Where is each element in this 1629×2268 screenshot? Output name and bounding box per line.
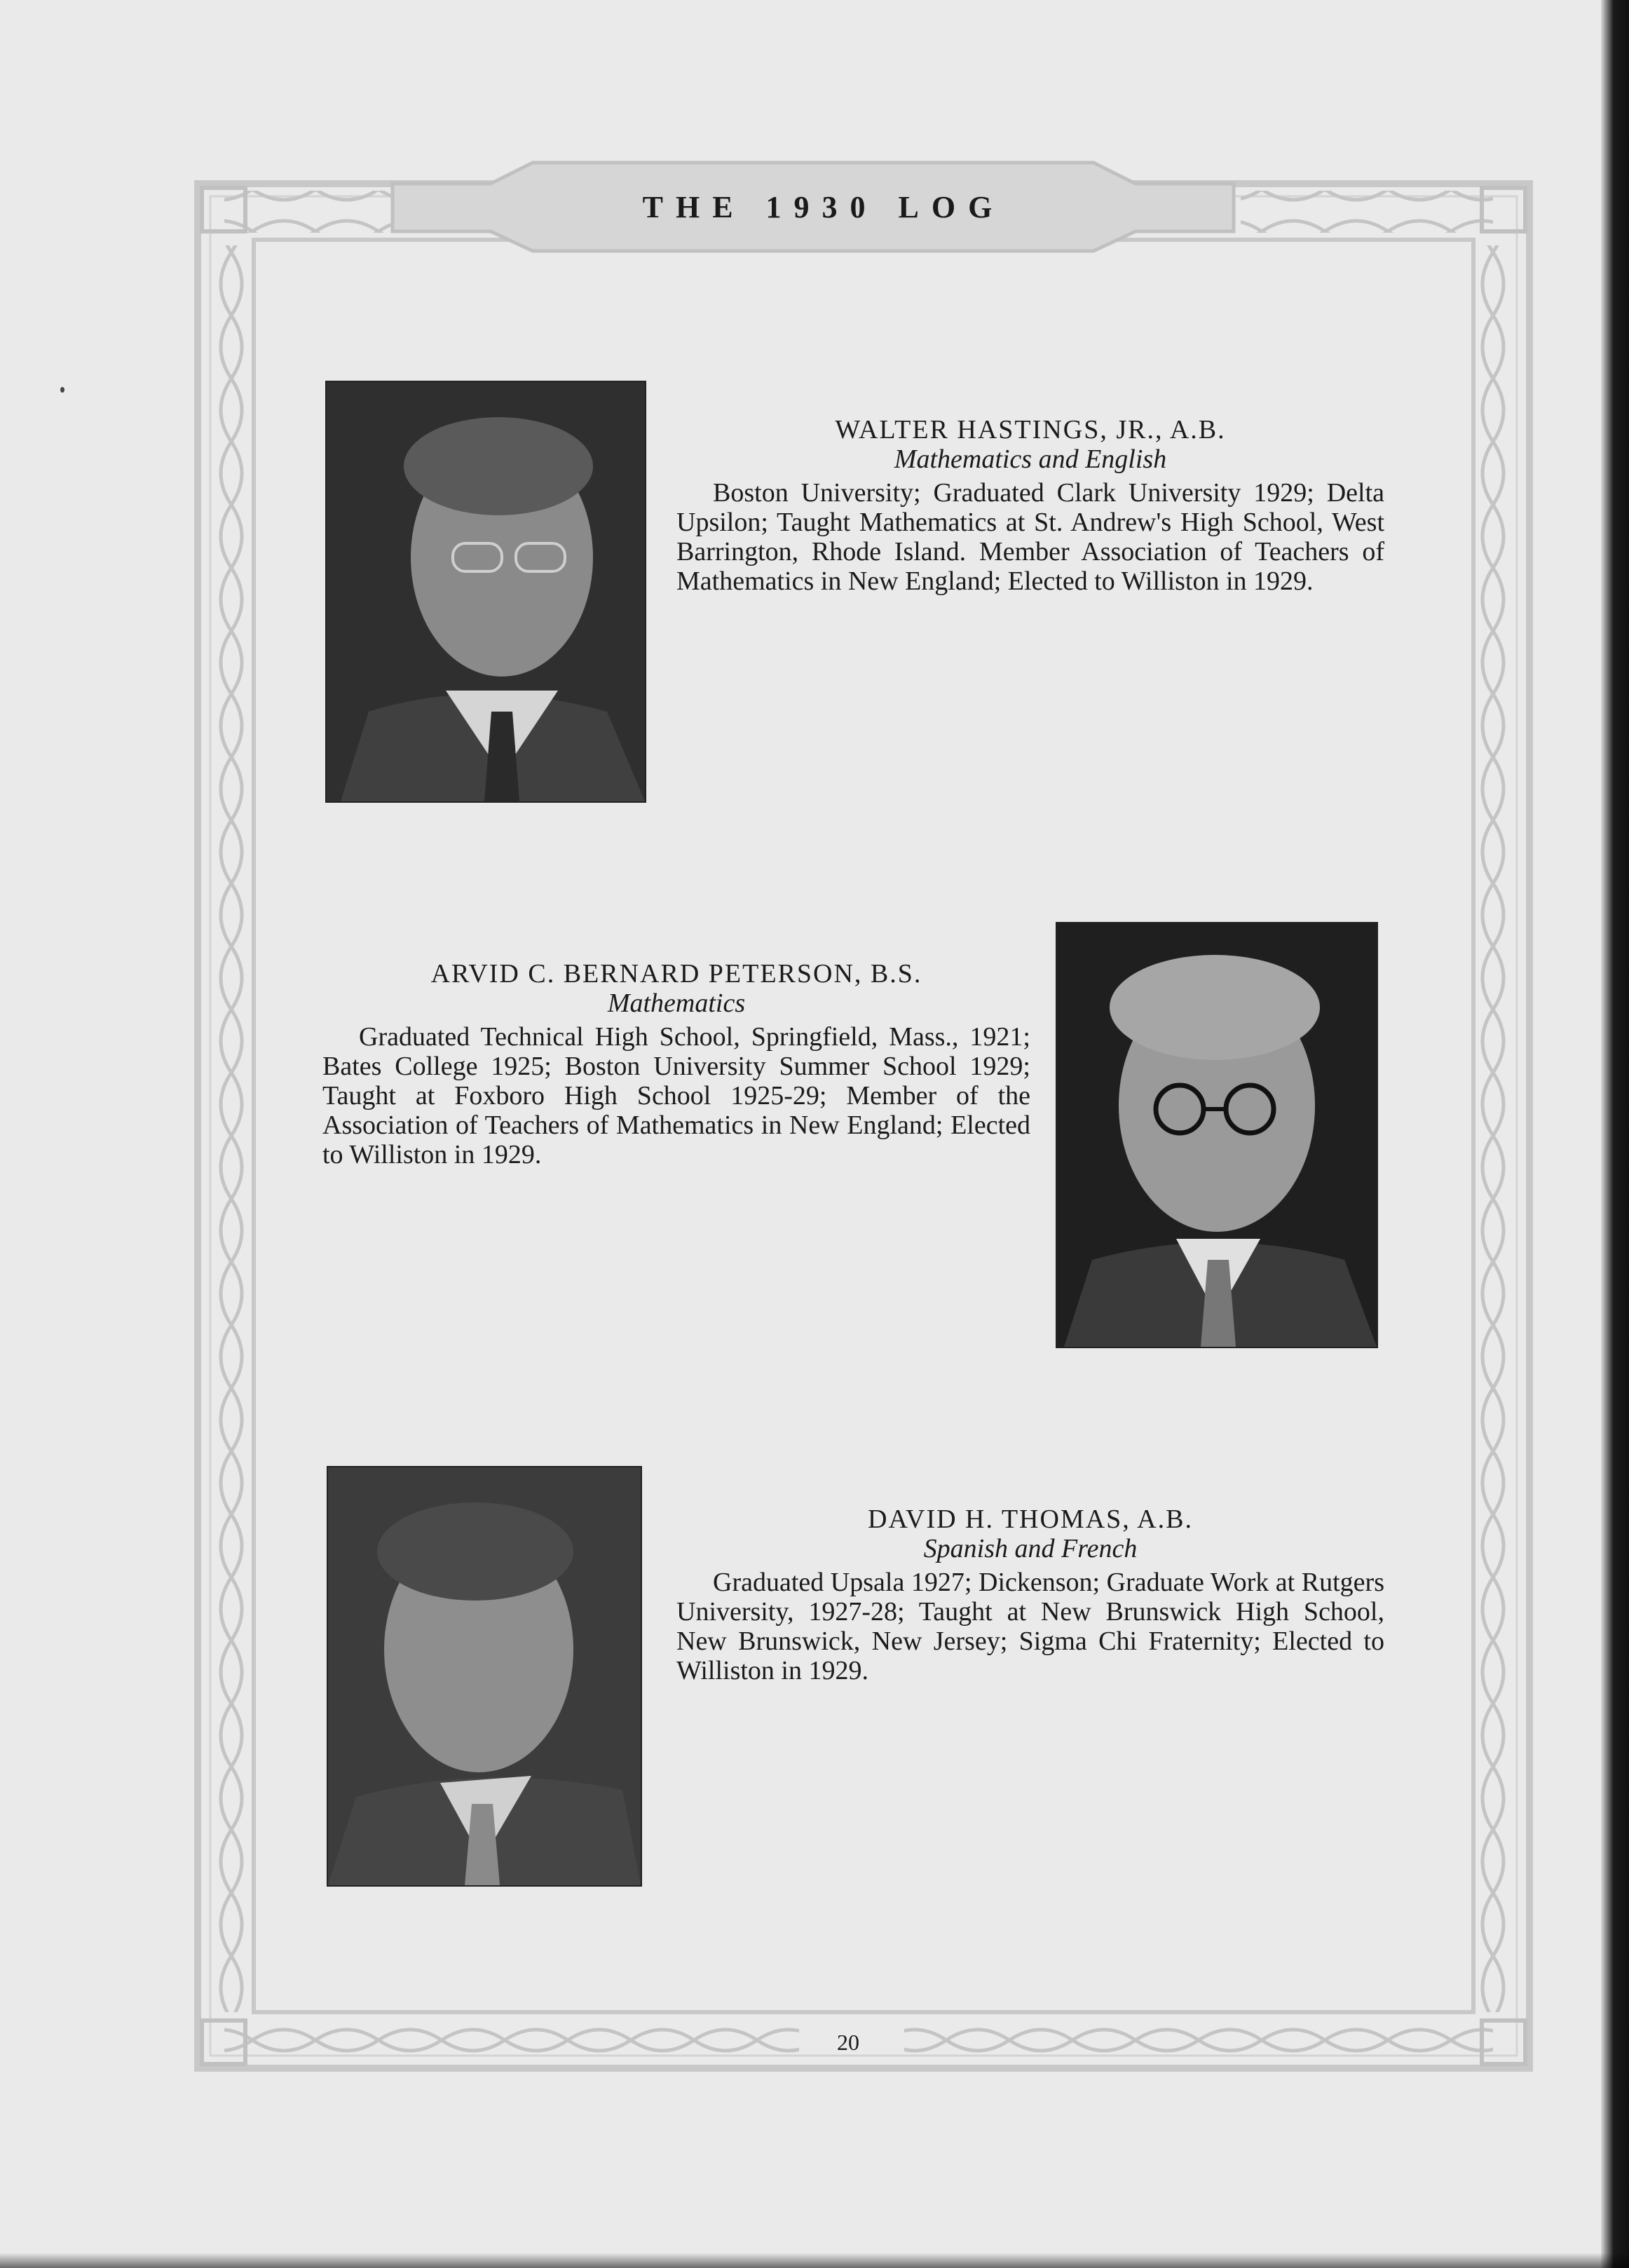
faculty-description: Boston University; Graduated Clark University 1929; Delta Upsilon; Taught Mathematics at St. Andrew's High School, West Barrington, Rhode Island. Member Association of Teachers of Mathematics in New England; Elected to Williston in 1929. — [676, 478, 1384, 596]
faculty-subject: Mathematics — [607, 989, 746, 1018]
faculty-entry-1 — [676, 415, 1384, 596]
page-header-title: THE 1930 LOG — [642, 190, 1005, 224]
faculty-subject: Spanish and French — [923, 1534, 1138, 1563]
portrait-photo-1 — [327, 382, 645, 801]
portrait-photo-3 — [328, 1467, 641, 1885]
paper-speck — [60, 387, 64, 393]
faculty-name: ARVID C. BERNARD PETERSON, B.S. — [430, 959, 922, 989]
faculty-name: WALTER HASTINGS, JR., A.B. — [835, 415, 1226, 444]
faculty-description: Graduated Technical High School, Springfield, Mass., 1921; Bates College 1925; Boston University Summer School 1929; Taught at Foxboro High School 1925-29; Member of the Association of Teachers of Mathematics in New England; Elected to Williston in 1929. — [322, 1022, 1030, 1169]
faculty-subject: Mathematics and English — [894, 444, 1167, 474]
faculty-entry-3 — [676, 1505, 1384, 1685]
bottom-edge-shadow — [0, 2253, 1629, 2268]
faculty-entry-2 — [322, 959, 1030, 1169]
faculty-name: DAVID H. THOMAS, A.B. — [868, 1505, 1193, 1534]
page-edge-shadow — [1601, 0, 1629, 2268]
page-number: 20 — [837, 2030, 859, 2055]
portrait-photo-2 — [1057, 923, 1377, 1347]
faculty-description: Graduated Upsala 1927; Dickenson; Graduate Work at Rutgers University, 1927-28; Taught at New Brunswick High School, New Brunswick, New Jersey; Sigma Chi Fraternity; Elected to Williston in 1929. — [676, 1568, 1384, 1685]
